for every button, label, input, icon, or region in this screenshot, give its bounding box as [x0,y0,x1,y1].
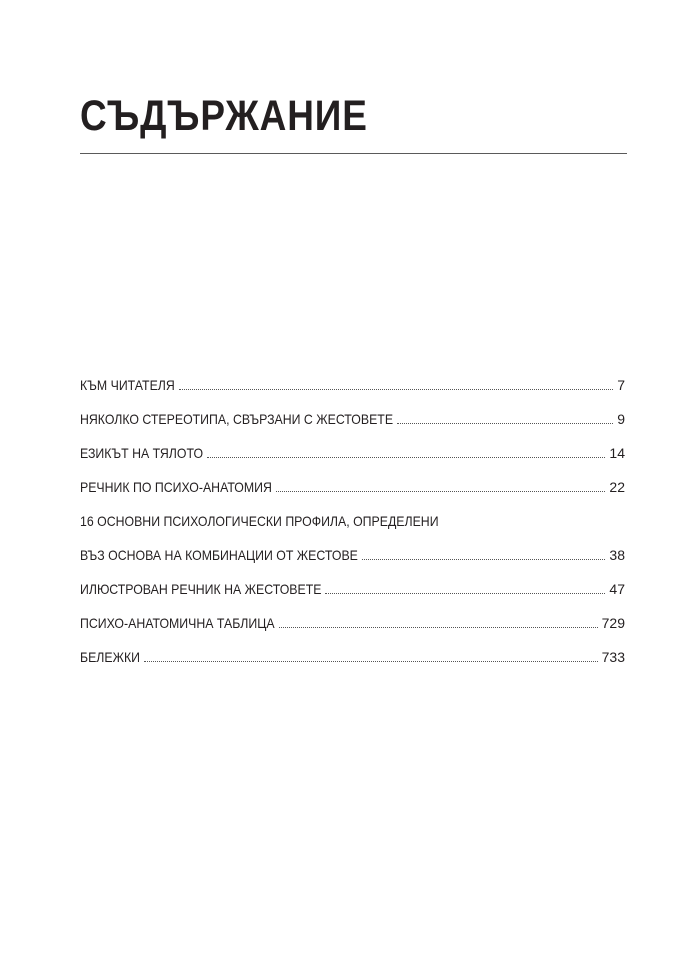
toc-page-number: 7 [617,377,625,393]
toc-page-number: 729 [601,615,625,631]
toc-page-number: 733 [601,649,625,665]
page-title: СЪДЪРЖАНИЕ [80,92,368,140]
dot-leader [362,559,606,560]
toc-entry-title: ВЪЗ ОСНОВА НА КОМБИНАЦИИ ОТ ЖЕСТОВЕ [80,547,358,563]
toc-entry-stereotypes[interactable] [80,404,625,428]
title-divider [80,153,627,154]
toc-entry-profiles[interactable] [80,540,625,564]
toc-entry-title: НЯКОЛКО СТЕРЕОТИПА, СВЪРЗАНИ С ЖЕСТОВЕТЕ [80,411,394,427]
toc-entry-title: БЕЛЕЖКИ [80,649,141,665]
toc-entry-psycho-anatomy-table[interactable] [80,608,625,632]
toc-page-number: 38 [609,547,625,563]
dot-leader [179,389,613,390]
toc-entry-title: КЪМ ЧИТАТЕЛЯ [80,377,175,393]
toc-entry-title: 16 ОСНОВНИ ПСИХОЛОГИЧЕСКИ ПРОФИЛА, ОПРЕДЕЛЕНИ [80,513,439,529]
toc-entry-title: ИЛЮСТРОВАН РЕЧНИК НА ЖЕСТОВЕТЕ [80,581,322,597]
dot-leader [144,661,598,662]
toc-entry-title: ПСИХО-АНАТОМИЧНА ТАБЛИЦА [80,615,275,631]
toc-page-number: 22 [609,479,625,495]
dot-leader [207,457,605,458]
toc-page-number: 9 [617,411,625,427]
toc-entry-body-language[interactable] [80,438,625,462]
toc-page-number: 14 [609,445,625,461]
toc-entry-notes[interactable] [80,642,625,666]
toc-entry-title: ЕЗИКЪТ НА ТЯЛОТО [80,445,204,461]
dot-leader [325,593,605,594]
toc-entry-illustrated-dictionary[interactable] [80,574,625,598]
toc-entry-title: РЕЧНИК ПО ПСИХО-АНАТОМИЯ [80,479,272,495]
toc-entry-reader[interactable] [80,370,625,394]
toc-entry-psycho-anatomy-dictionary[interactable] [80,472,625,496]
dot-leader [279,627,598,628]
dot-leader [397,423,613,424]
toc-page-number: 47 [609,581,625,597]
toc-entry-profiles-line1[interactable] [80,506,487,530]
dot-leader [276,491,606,492]
